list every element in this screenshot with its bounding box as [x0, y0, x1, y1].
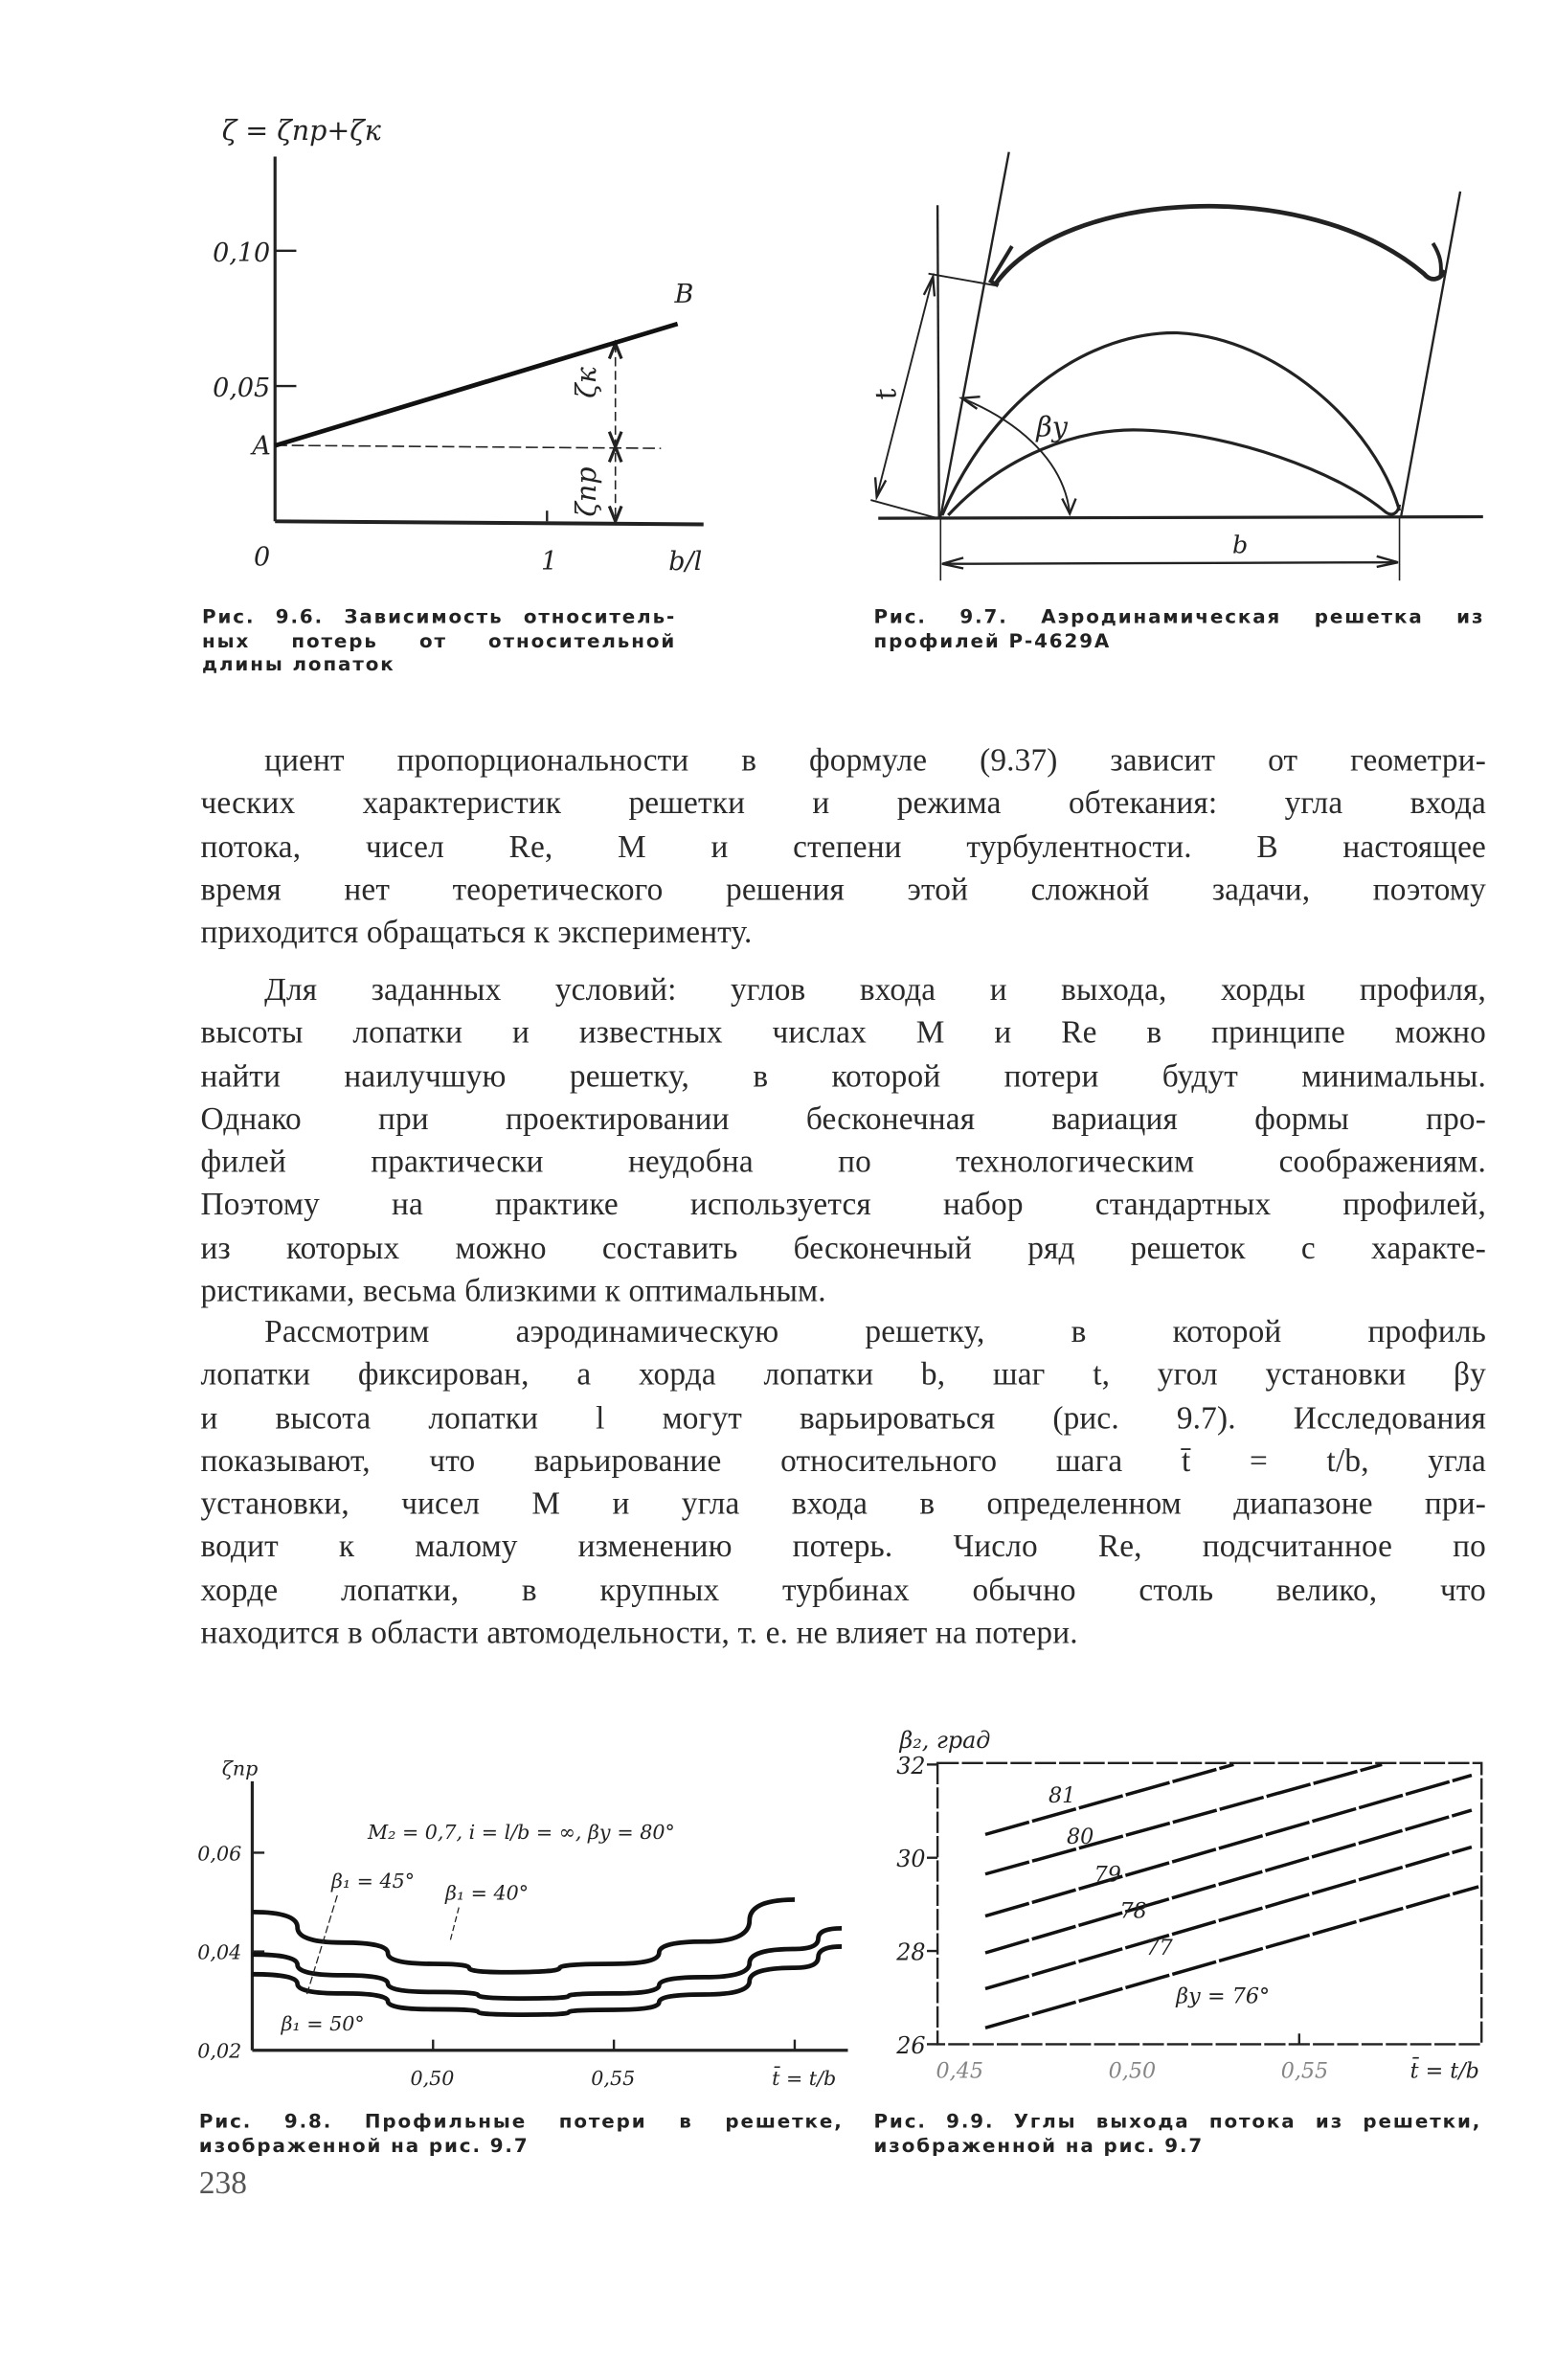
y-tick-label: 0,02	[197, 2039, 242, 2063]
zeta-k-label: ζк	[570, 367, 603, 398]
x-tick-label: 0,55	[1280, 2058, 1329, 2084]
x-tick-label: 0,55	[591, 2067, 636, 2091]
series-label-40: β₁ = 40°	[444, 1881, 530, 1905]
x-tick-label: 0,50	[1108, 2058, 1157, 2084]
series-label-50: β₁ = 50°	[281, 2012, 365, 2036]
y-axis-label: β₂, град	[899, 1726, 991, 1754]
series-label-45: β₁ = 45°	[330, 1869, 416, 1893]
caption-line: длины лопаток	[202, 651, 395, 675]
series-label: 79	[1094, 1862, 1121, 1888]
text-line: Рассмотрим аэродинамическую решетку, в которой профиль	[264, 1313, 1486, 1350]
text-line: потока, чисел Re, M и степени турбулентности. В настоящее	[200, 827, 1486, 865]
caption-line: изображенной на рис. 9.7	[198, 2133, 530, 2157]
text-line: ристиками, весьма близкими к оптимальным.	[200, 1272, 826, 1309]
text-line: показывают, что варьирование относительного шага t̄ = t/b, угла	[200, 1441, 1486, 1479]
beta-y-label: βу	[1036, 410, 1069, 443]
zeta-pr-label: ζпр	[570, 466, 603, 517]
caption-line: ных потерь от относительной	[202, 628, 677, 651]
series-label: 78	[1119, 1898, 1147, 1924]
series-label: 81	[1048, 1783, 1076, 1809]
x-tick-label: 0,45	[936, 2058, 983, 2084]
caption-line: Рис. 9.8. Профильные потери в решетке,	[198, 2109, 844, 2133]
text-line: установки, чисел M и угла входа в определенном диапазоне при-	[200, 1485, 1486, 1522]
x-axis-label: b/l	[668, 547, 703, 578]
figure-9-9-caption	[873, 2110, 1481, 2157]
text-line: водит к малому изменению потерь. Число Re, подсчитанное по	[200, 1528, 1486, 1565]
caption-line: Рис. 9.7. Аэродинамическая решетка из	[873, 604, 1485, 628]
text-line: приходится обращаться к эксперименту.	[200, 914, 753, 951]
y-tick-label: 26	[896, 2031, 926, 2059]
page-number: 238	[198, 2164, 247, 2201]
y-tick-label: 0,06	[197, 1842, 242, 1866]
y-tick-label: 30	[896, 1846, 926, 1873]
caption-line: профилей Р-4629А	[873, 628, 1112, 651]
text-line: время нет теоретического решения этой сложной задачи, поэтому	[200, 871, 1486, 908]
text-line: из которых можно составить бесконечный ряд решеток с характе-	[200, 1229, 1486, 1266]
y-axis-label: ζпр	[221, 1757, 259, 1780]
y-tick-label: 0,10	[213, 238, 271, 268]
origin-label: 0	[254, 542, 271, 573]
y-tick-label: 28	[896, 1938, 926, 1966]
x-tick-label: 1	[540, 547, 558, 578]
y-tick-label: 0,04	[197, 1940, 242, 1964]
text-line: высоты лопатки и известных числах M и Re в принципе можно	[200, 1013, 1486, 1052]
series-label: 77	[1145, 1935, 1173, 1961]
caption-line: Рис. 9.9. Углы выхода потока из решетки,	[873, 2109, 1482, 2133]
text-line: Для заданных условий: углов входа и выхода, хорды профиля,	[264, 971, 1486, 1009]
x-axis-label: t̄ = t/b	[1409, 2058, 1479, 2084]
text-line: циент пропорциональности в формуле (9.37) зависит от геометри-	[264, 741, 1486, 779]
text-line: находится в области автомодельности, т. е. не влияет на потери.	[200, 1614, 1078, 1651]
text-line: ческих характеристик решетки и режима обтекания: угла входа	[200, 784, 1486, 822]
x-axis-label: t̄ = t/b	[772, 2067, 837, 2091]
y-tick-label: 0,05	[213, 374, 271, 404]
caption-line: Рис. 9.6. Зависимость относитель-	[202, 604, 677, 628]
series-label: 80	[1067, 1824, 1094, 1849]
text-line: филей практически неудобна по технологическим соображениям.	[200, 1143, 1486, 1180]
chart-conditions-label: M₂ = 0,7, i = l/b = ∞, βу = 80°	[368, 1821, 675, 1845]
text-line: Однако при проектировании бесконечная вариация формы про-	[200, 1099, 1486, 1137]
series-line-4	[985, 1847, 1472, 1989]
series-line-3	[985, 1810, 1472, 1953]
x-tick-label: 0,50	[410, 2067, 455, 2091]
y-tick-label: 32	[896, 1752, 926, 1779]
text-line: Поэтому на практике используется набор стандартных профилей,	[200, 1186, 1486, 1223]
b-label: b	[1231, 530, 1249, 559]
point-label-a: A	[252, 431, 271, 462]
y-axis-label: ζ = ζпр+ζк	[221, 113, 381, 147]
text-line: найти наилучшую решетку, в которой потери будут минимальны.	[200, 1056, 1486, 1094]
text-line: хорде лопатки, в крупных турбинах обычно столь велико, что	[200, 1571, 1486, 1608]
point-label-b: B	[674, 279, 694, 309]
series-line-0	[985, 1764, 1233, 1834]
series-label: βу = 76°	[1176, 1983, 1271, 2009]
text-line: и высота лопатки l могут варьироваться (рис. 9.7). Исследования	[200, 1398, 1486, 1436]
t-label: t	[868, 385, 905, 403]
caption-line: изображенной на рис. 9.7	[873, 2133, 1205, 2157]
text-line: лопатки фиксирован, а хорда лопатки b, шаг t, угол установки βу	[200, 1355, 1486, 1394]
